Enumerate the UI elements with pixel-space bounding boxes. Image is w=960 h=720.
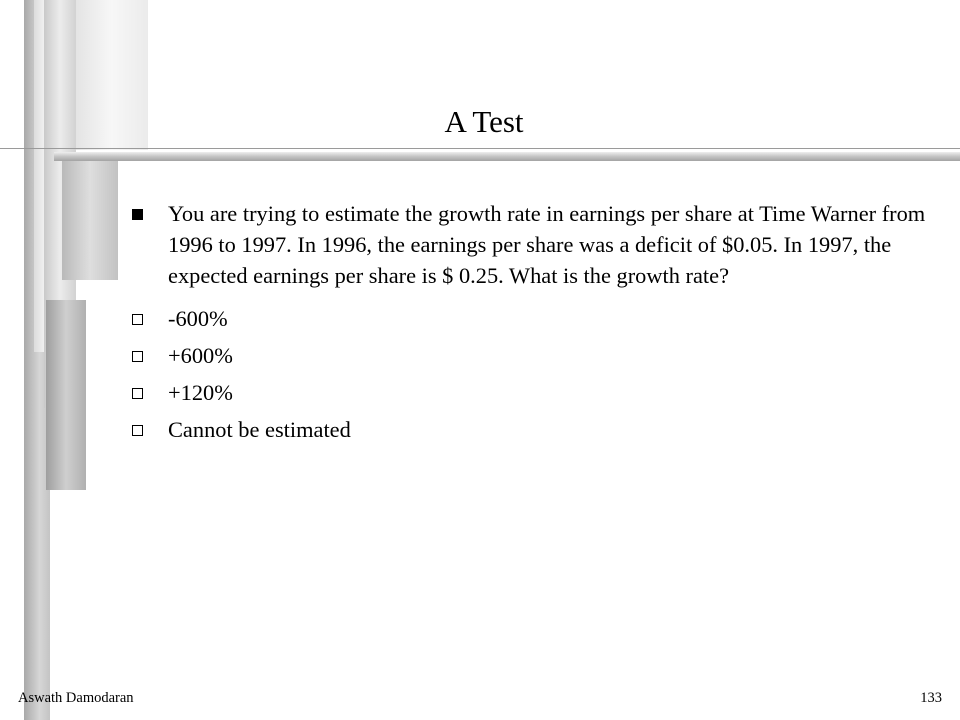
hollow-square-bullet-icon: [132, 425, 143, 436]
title-divider-line: [0, 148, 960, 149]
question-text: You are trying to estimate the growth rate in earnings per share at Time Warner from 1996 to 1997. In 1996, the earnings per share was a deficit of $0.05. In 1997, the expected earnings per share is $ 0.25. What is the growth rate?: [168, 201, 926, 288]
decor-bar: [46, 300, 86, 490]
slide-title: A Test: [444, 104, 524, 139]
answer-option: [130, 377, 930, 408]
answer-option-text: Cannot be estimated: [168, 417, 351, 442]
footer-page-number: 133: [920, 690, 942, 706]
hollow-square-bullet-icon: [132, 351, 143, 362]
answer-option: [130, 414, 930, 445]
footer-author: Aswath Damodaran: [18, 690, 134, 706]
decor-bar: [62, 160, 118, 280]
hollow-square-bullet-icon: [132, 388, 143, 399]
answer-option-text: +120%: [168, 380, 233, 405]
answer-option: [130, 340, 930, 371]
answer-option-text: -600%: [168, 306, 228, 331]
hollow-square-bullet-icon: [132, 314, 143, 325]
answer-option: [130, 303, 930, 334]
title-divider-bar: [54, 152, 960, 161]
slide-body: [130, 198, 930, 451]
question-item: [130, 198, 930, 291]
answer-option-text: +600%: [168, 343, 233, 368]
square-bullet-icon: [132, 209, 143, 220]
